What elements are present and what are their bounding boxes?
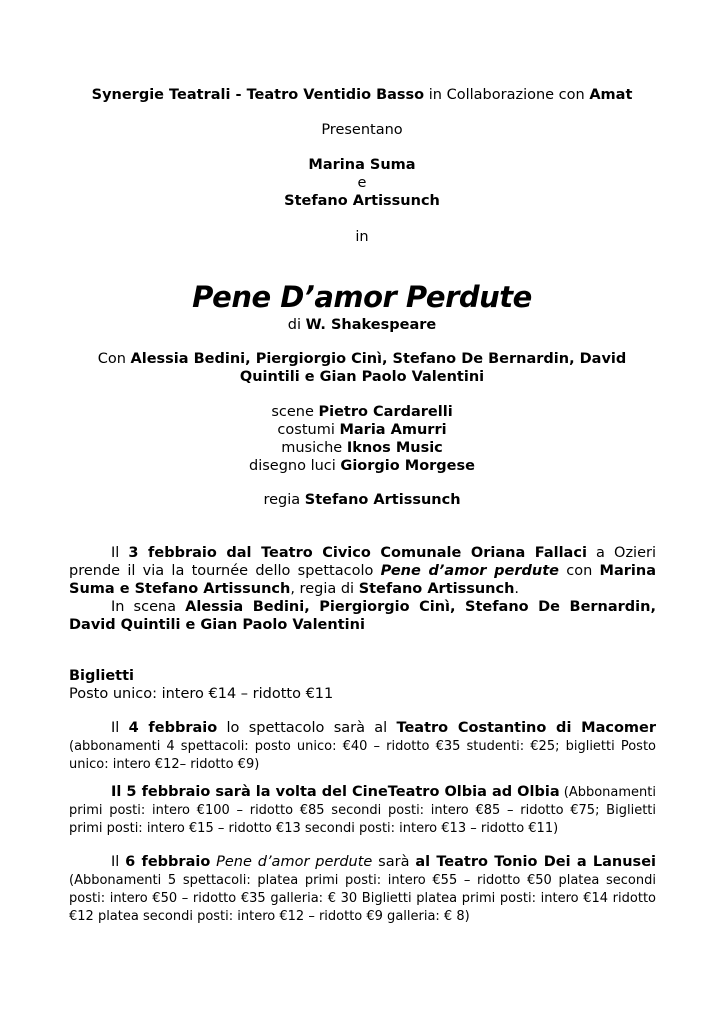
author: W. Shakespeare (305, 317, 437, 333)
presentano: Presentano (321, 122, 403, 138)
header-line (0, 86, 724, 104)
tickets-price: Posto unico: intero €14 – ridotto €11 (69, 686, 334, 702)
credit-musiche: musiche Iknos Music (281, 440, 443, 456)
cast-line-2: Quintili e Gian Paolo Valentini (239, 369, 485, 385)
partner: Amat (589, 87, 633, 103)
credit-scene: scene Pietro Cardarelli (271, 404, 453, 420)
intro-paragraph: Il 3 febbraio dal Teatro Civico Comunale Oriana Fallaci a Ozieri prende il via la tournée dello spettacolo Pene d’amor perdute con Marina Suma e Stefano Artissunch, regia di Stefano Artissunch. In scena Alessia Bedini, Piergiorgio Cinì, Stefano De Bernardin, David Quintili e Gian Paolo Valentini (69, 545, 656, 633)
date-6-paragraph: Il 6 febbraio Pene d’amor perdute sarà al Teatro Tonio Dei a Lanusei (Abbonamenti 5 spettacoli: platea primi posti: intero €55 – ridotto €50 platea secondi posti: intero €50 – ridotto €35 galleria: € 30 Biglietti platea primi posti: intero €14 ridotto €12 platea secondi posti: intero €12 – ridotto €9 galleria: € 8) (69, 854, 656, 924)
actor-2: Stefano Artissunch (284, 193, 440, 209)
actor-1: Marina Suma (308, 157, 416, 173)
author-line: di W. Shakespeare (287, 317, 437, 333)
organizer: Synergie Teatrali - Teatro Ventidio Basso (91, 87, 425, 103)
credit-luci: disegno luci Giorgio Morgese (249, 458, 475, 474)
tickets-heading: Biglietti (69, 668, 135, 684)
date-4-paragraph: Il 4 febbraio lo spettacolo sarà al Teatro Costantino di Macomer (abbonamenti 4 spettacoli: posto unico: €40 – ridotto €35 studenti: €25; biglietti Posto unico: intero €12– ridotto €9) (69, 720, 657, 772)
in-text: in (355, 229, 369, 245)
credit-costumi: costumi Maria Amurri (277, 422, 447, 438)
tickets-section (69, 667, 656, 703)
collab-text: in Collaborazione con (424, 87, 590, 103)
cast-line: Con Alessia Bedini, Piergiorgio Cinì, Stefano De Bernardin, David (97, 351, 627, 367)
direction-line: regia Stefano Artissunch (263, 492, 461, 508)
date-5-paragraph: Il 5 febbraio sarà la volta del CineTeatro Olbia ad Olbia (Abbonamenti primi posti: intero €100 – ridotto €85 secondi posti: intero €85 – ridotto €75; Biglietti primi posti: intero €15 – ridotto €13 secondi posti: intero €13 – ridotto €11) (69, 784, 656, 836)
and-text: e (357, 175, 367, 191)
play-title: Pene D’amor Perdute (192, 280, 532, 314)
